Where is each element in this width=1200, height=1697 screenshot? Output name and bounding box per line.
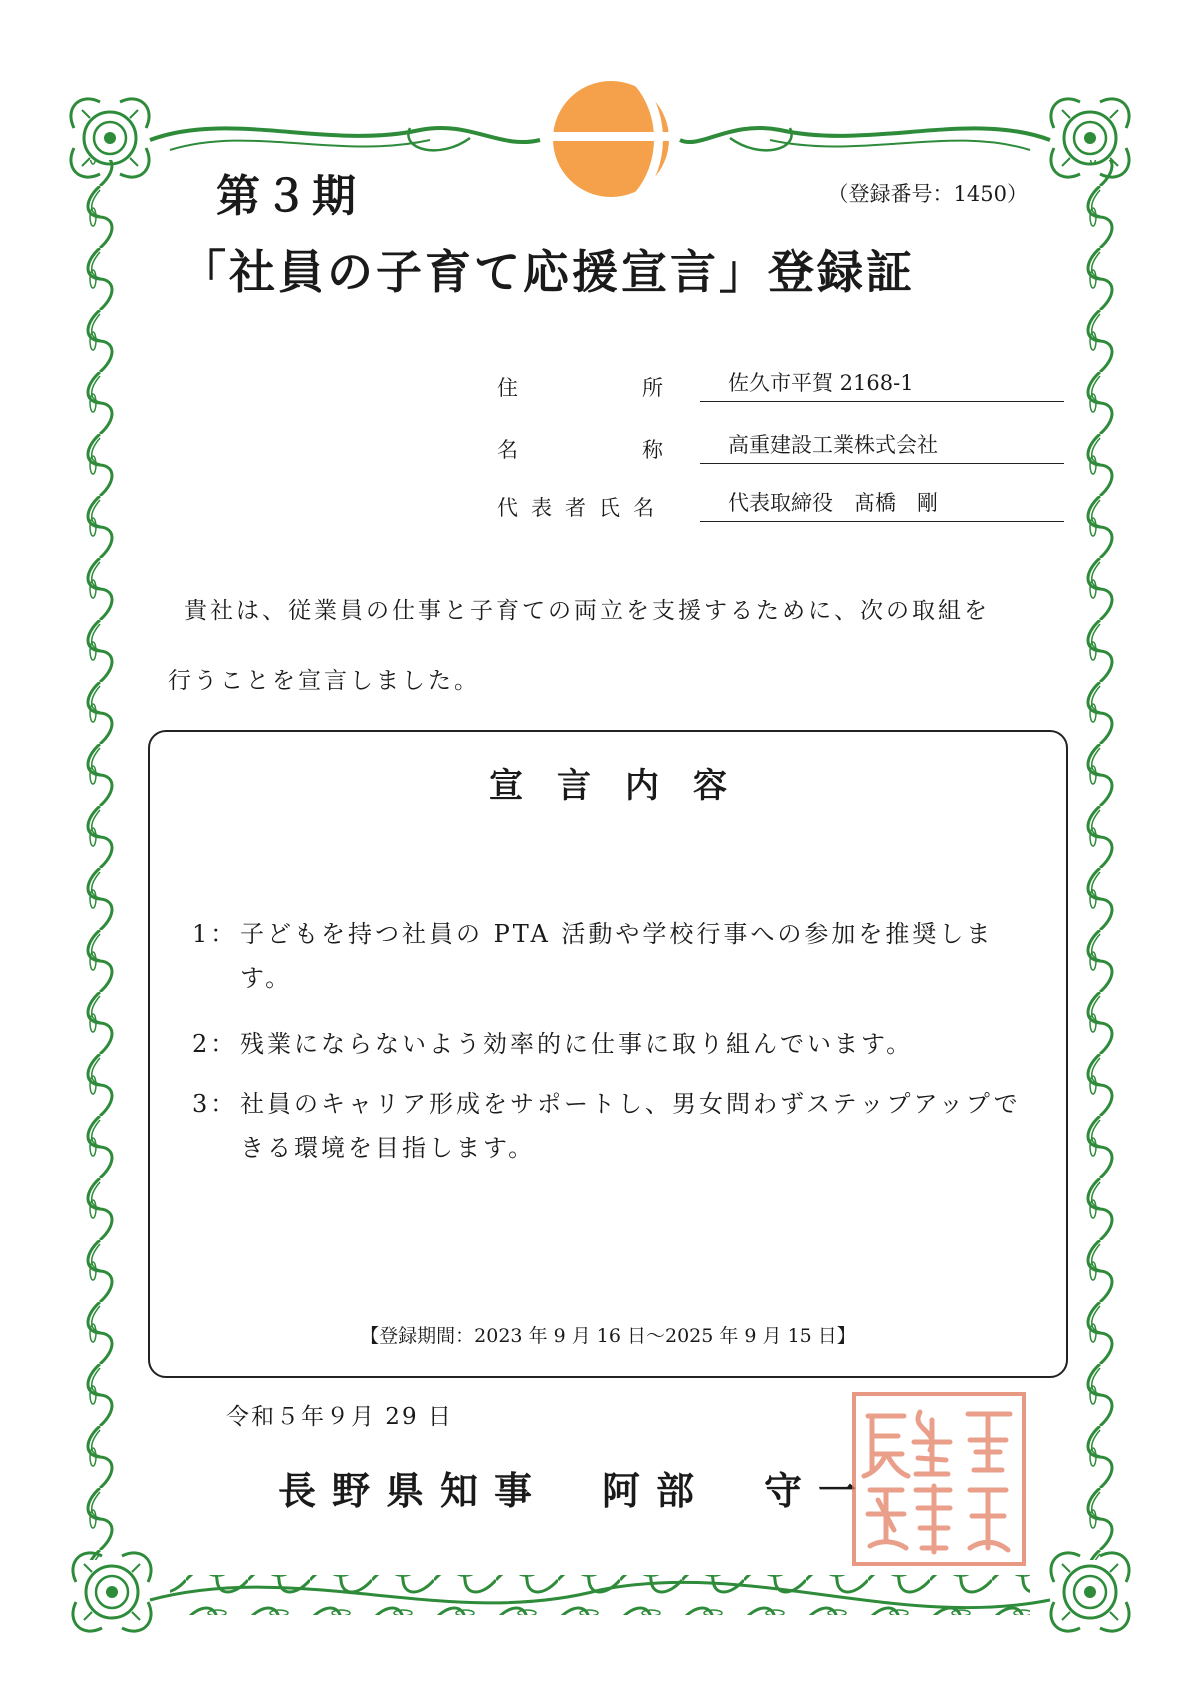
declaration-title: 宣言内容 — [489, 766, 761, 806]
declaration-item — [192, 1022, 1030, 1066]
address-label-b: 所 — [642, 376, 663, 400]
term-heading: 第３期 — [216, 171, 360, 222]
name-label-a: 名 — [497, 438, 518, 462]
company-name-value: 高重建設工業株式会社 — [700, 432, 1064, 464]
governor-name: 長野県知事 阿部 守一 — [278, 1468, 873, 1513]
representative-label: 代表者氏名 — [497, 496, 667, 520]
declaration-item — [192, 1082, 1030, 1170]
issue-date: 令和５年９月 29 日 — [226, 1404, 453, 1430]
name-label-b: 称 — [642, 438, 663, 462]
address-value: 佐久市平賀 2168-1 — [700, 370, 1064, 402]
registration-period: 【登録期間：2023 年 9 月 16 日～2025 年 9 月 15 日】 — [360, 1325, 856, 1347]
official-seal — [850, 1390, 1028, 1568]
registration-number: （登録番号：1450） — [827, 182, 1028, 206]
address-label-a: 住 — [497, 376, 518, 400]
item-number: 2： — [192, 1030, 238, 1058]
certificate-title: 「社員の子育て応援宣言」登録証 — [180, 245, 915, 299]
item-text: 社員のキャリア形成をサポートし、男女問わずステップアップできる環境を目指します。 — [240, 1090, 1021, 1162]
intro-line-2: 行うことを宣言しました。 — [168, 668, 480, 694]
item-text: 残業にならないよう効率的に仕事に取り組んでいます。 — [240, 1030, 914, 1058]
representative-value: 代表取締役 髙橋 剛 — [700, 490, 1064, 522]
declaration-item — [192, 912, 1030, 1000]
declaration-box — [148, 730, 1068, 1378]
orange-logo — [548, 76, 674, 202]
item-text: 子どもを持つ社員の PTA 活動や学校行事への参加を推奨します。 — [240, 920, 994, 992]
item-number: 1： — [192, 920, 238, 948]
intro-line-1: 貴社は、従業員の仕事と子育ての両立を支援するために、次の取組を — [184, 598, 990, 624]
item-number: 3： — [192, 1090, 238, 1118]
